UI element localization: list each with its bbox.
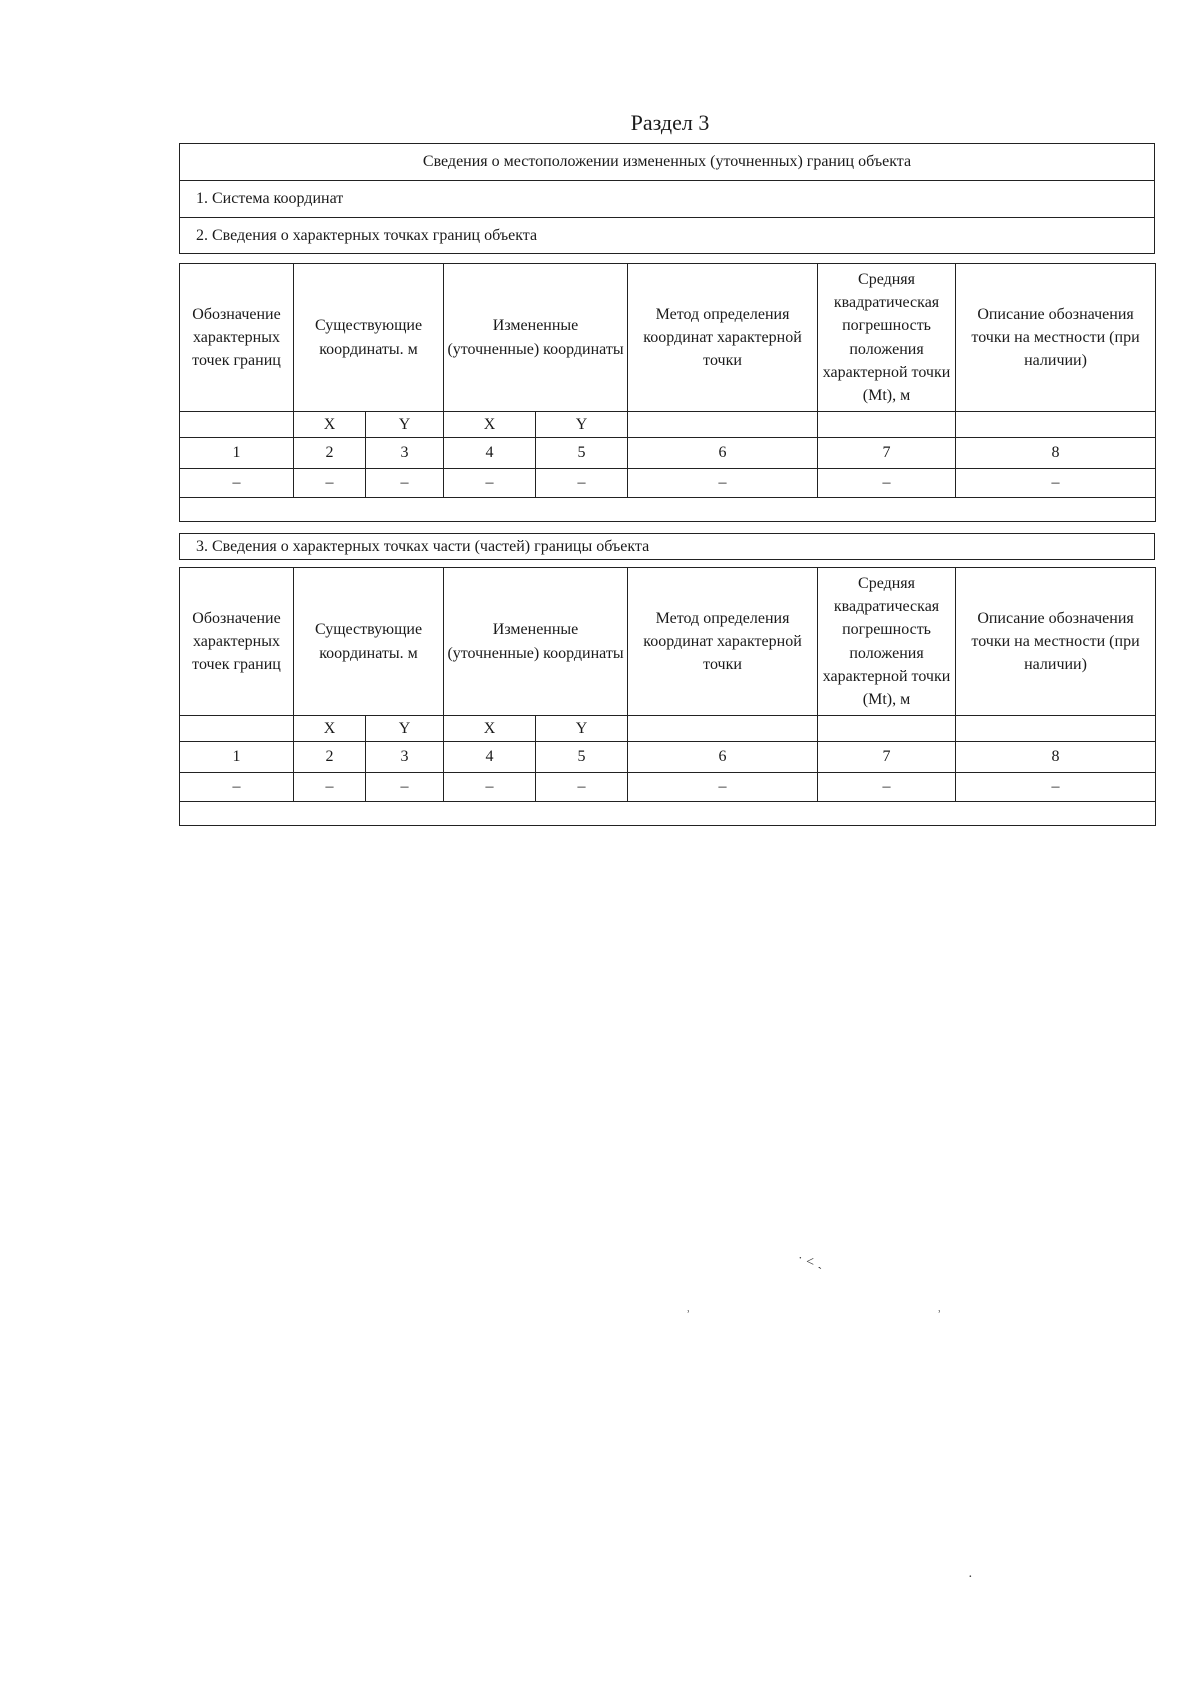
table-cell: –	[294, 773, 366, 802]
header-description: Описание обозначения точки на местности (при наличии)	[956, 264, 1156, 412]
table-row	[180, 469, 1156, 498]
subheader-x-changed: X	[444, 716, 536, 742]
header-point-designation: Обозначение характерных точек границ	[180, 568, 294, 716]
table-cell: –	[628, 773, 818, 802]
column-number: 7	[818, 438, 956, 469]
header-changed-coords: Измененные (уточненные) координаты	[444, 568, 628, 716]
header-existing-coords: Существующие координаты. м	[294, 264, 444, 412]
subheader-x-changed: X	[444, 412, 536, 438]
header-changed-coords: Измененные (уточненные) координаты	[444, 264, 628, 412]
scan-speck: ·	[968, 1570, 973, 1585]
column-number: 4	[444, 438, 536, 469]
subheader-y-existing: Y	[366, 716, 444, 742]
table-header-row	[180, 568, 1156, 716]
table-cell: –	[294, 469, 366, 498]
header-point-designation: Обозначение характерных точек границ	[180, 264, 294, 412]
table-cell: –	[444, 469, 536, 498]
column-number: 6	[628, 438, 818, 469]
table-subheader-row	[180, 716, 1156, 742]
subheader-y-changed: Y	[536, 716, 628, 742]
table-cell: –	[628, 469, 818, 498]
header-existing-coords: Существующие координаты. м	[294, 568, 444, 716]
subheader-x-existing: X	[294, 412, 366, 438]
subheader-x-existing: X	[294, 716, 366, 742]
header-description: Описание обозначения точки на местности (при наличии)	[956, 568, 1156, 716]
boundary-points-title: 2. Сведения о характерных точках границ объекта	[196, 226, 538, 244]
table-cell: –	[956, 773, 1156, 802]
boundary-points-table	[179, 263, 1156, 522]
table-cell: –	[536, 469, 628, 498]
table-subheader-row	[180, 412, 1156, 438]
table-cell: –	[956, 469, 1156, 498]
subheader-y-changed: Y	[536, 412, 628, 438]
header-method: Метод определения координат характерной точки	[628, 568, 818, 716]
header-mean-error: Средняя квадратическая погрешность положения характерной точки (Mt), м	[818, 264, 956, 412]
table-header-row	[180, 264, 1156, 412]
column-number-row	[180, 438, 1156, 469]
section-info-box	[179, 143, 1155, 254]
column-number: 1	[180, 438, 294, 469]
part-boundary-points-title: 3. Сведения о характерных точках части (частей) границы объекта	[179, 533, 1155, 560]
table-cell: –	[366, 773, 444, 802]
column-number: 1	[180, 742, 294, 773]
table-empty-row	[180, 498, 1156, 522]
column-number: 2	[294, 438, 366, 469]
column-number: 2	[294, 742, 366, 773]
table-cell: –	[180, 469, 294, 498]
table-cell: –	[536, 773, 628, 802]
table-cell: –	[818, 773, 956, 802]
table-cell: –	[180, 773, 294, 802]
column-number-row	[180, 742, 1156, 773]
scan-speck: ˙ ˂ ˎ	[798, 1255, 823, 1270]
scan-speck: ˒	[686, 1302, 691, 1317]
table-cell: –	[444, 773, 536, 802]
column-number: 7	[818, 742, 956, 773]
table-empty-row	[180, 802, 1156, 826]
scan-speck: ˒	[937, 1302, 942, 1317]
column-number: 6	[628, 742, 818, 773]
column-number: 4	[444, 742, 536, 773]
column-number: 3	[366, 742, 444, 773]
page-title: Раздел 3	[630, 110, 710, 135]
subheader-y-existing: Y	[366, 412, 444, 438]
column-number: 3	[366, 438, 444, 469]
section-header: Сведения о местоположении измененных (уточненных) границ объекта	[180, 144, 1154, 181]
column-number: 5	[536, 742, 628, 773]
table-row	[180, 773, 1156, 802]
column-number: 8	[956, 742, 1156, 773]
table-cell: –	[366, 469, 444, 498]
table-cell: –	[818, 469, 956, 498]
part-boundary-points-table	[179, 567, 1156, 826]
header-mean-error: Средняя квадратическая погрешность положения характерной точки (Mt), м	[818, 568, 956, 716]
coordinate-system-row: 1. Система координат	[180, 181, 1154, 218]
column-number: 8	[956, 438, 1156, 469]
column-number: 5	[536, 438, 628, 469]
header-method: Метод определения координат характерной точки	[628, 264, 818, 412]
